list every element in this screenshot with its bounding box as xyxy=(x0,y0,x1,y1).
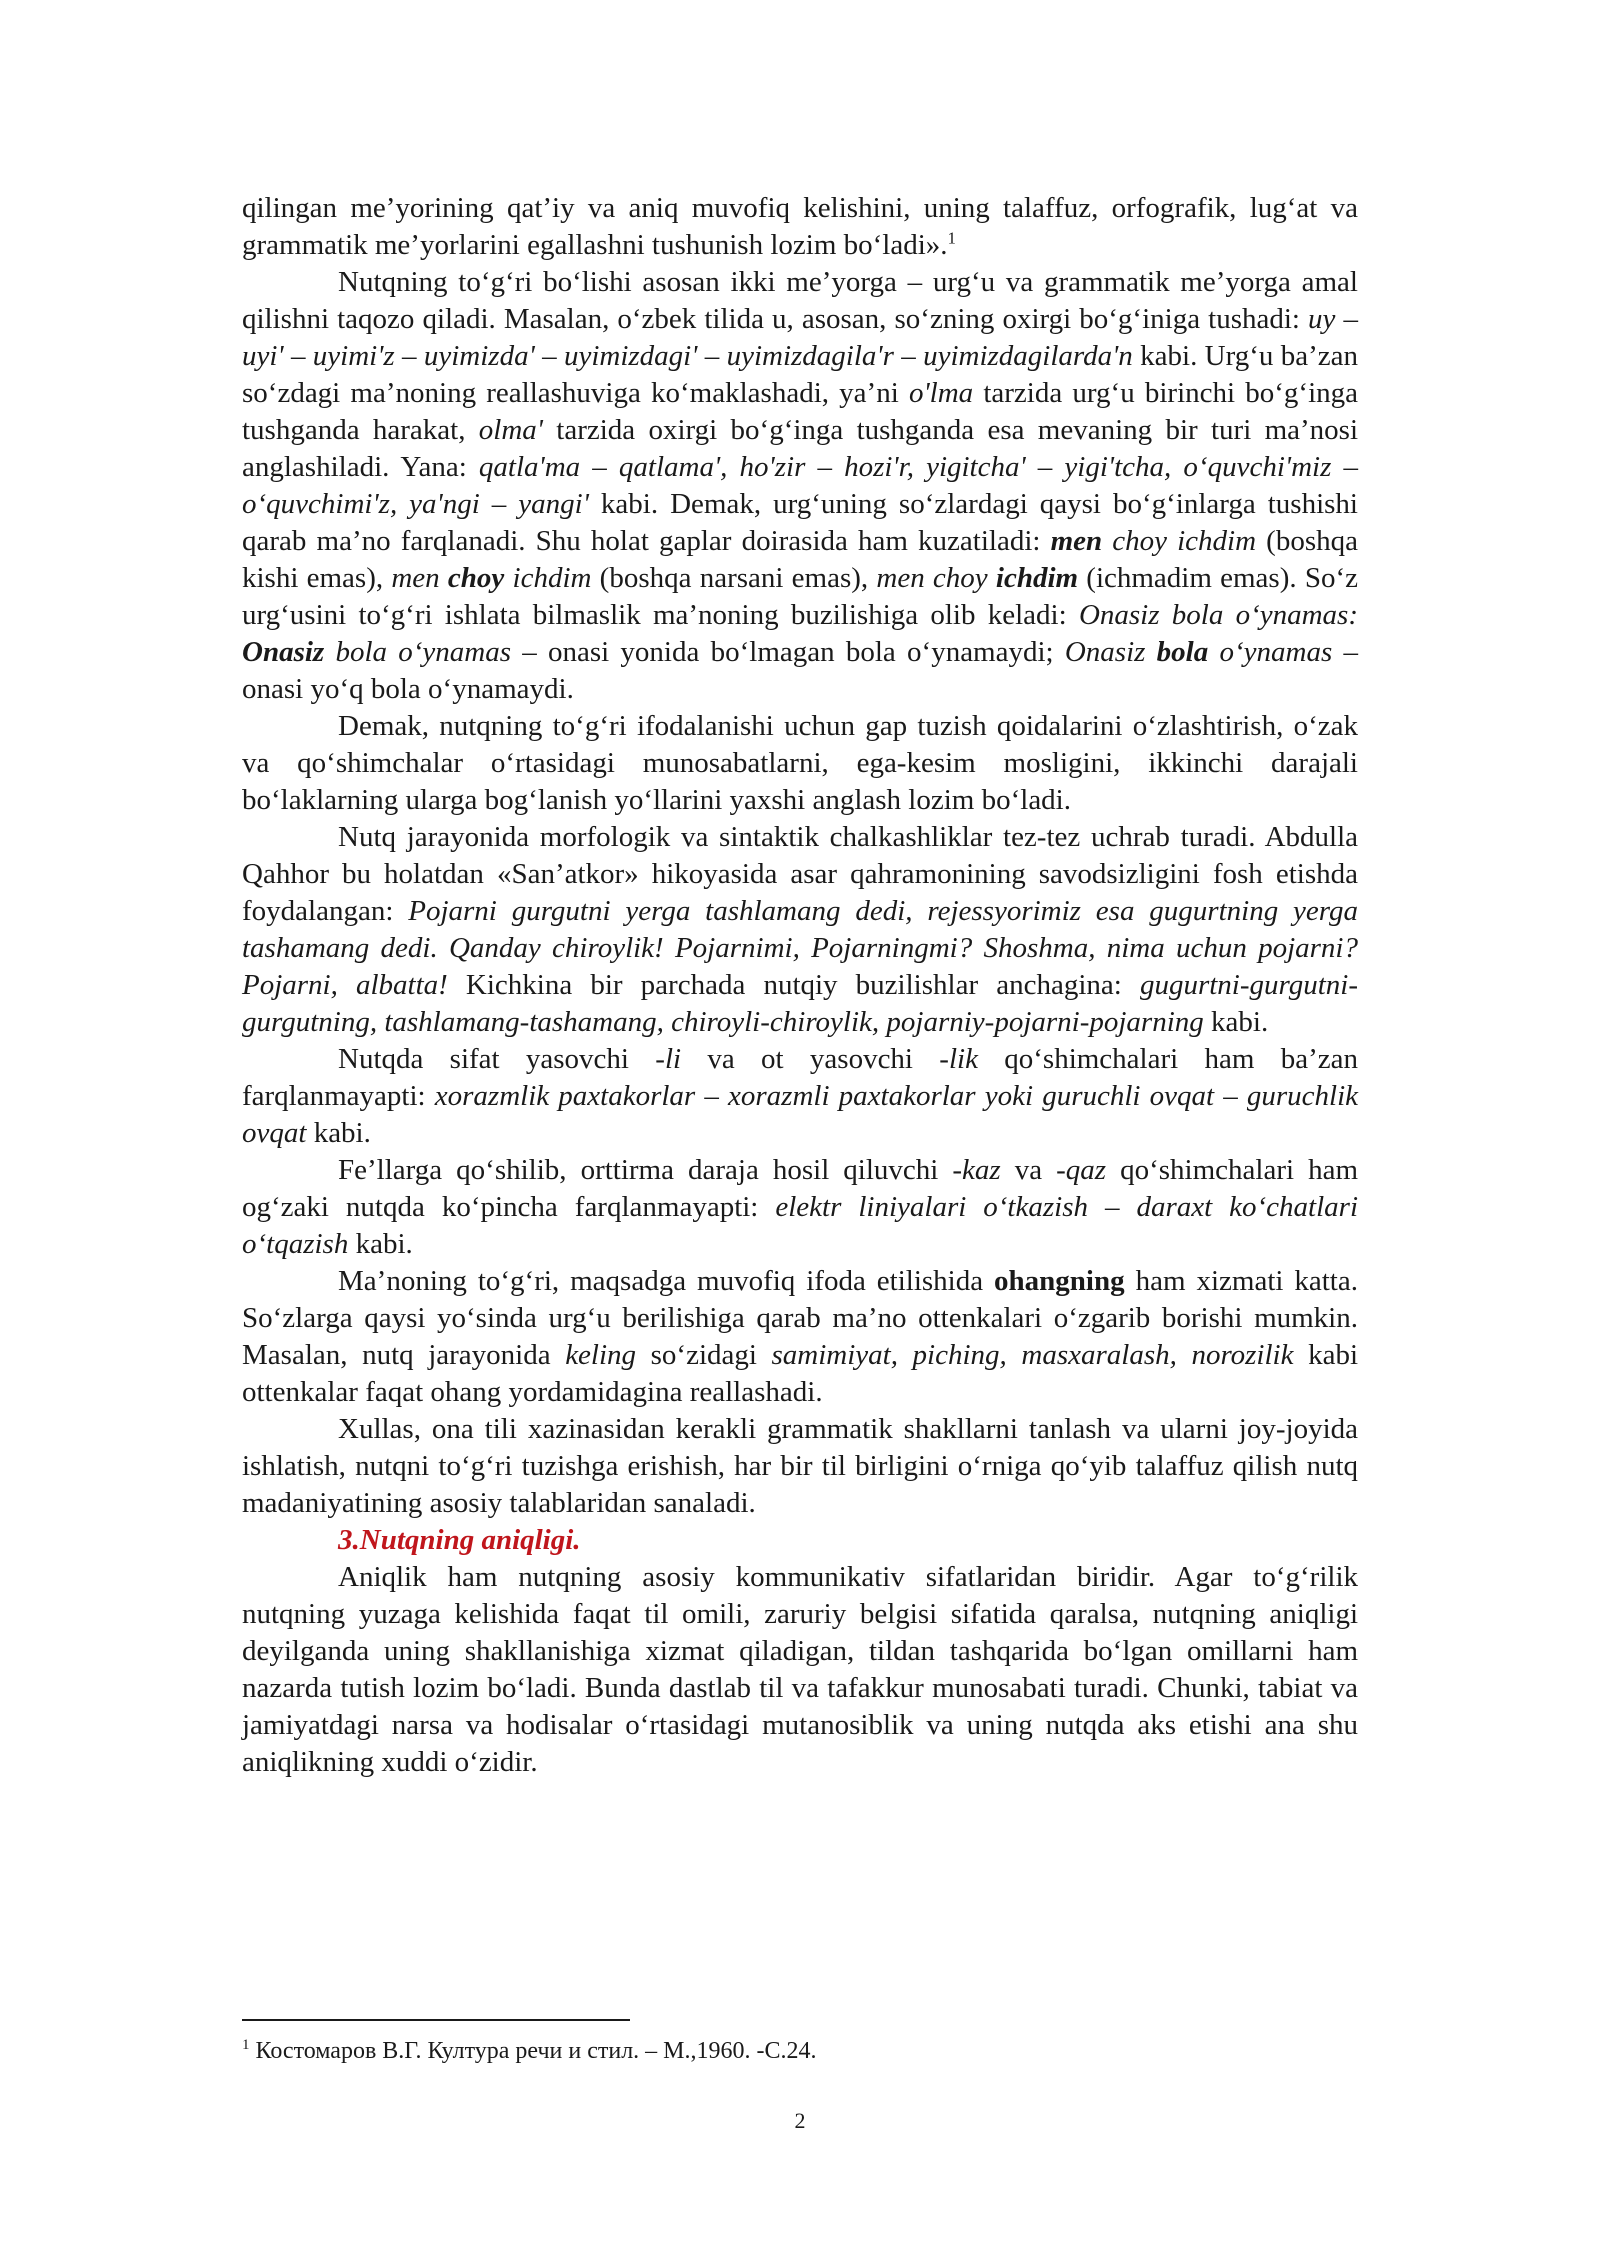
section-heading-text: 3.Nutqning aniqligi. xyxy=(338,1524,581,1556)
page-number: 2 xyxy=(794,2108,806,2133)
paragraph-7: Ma’noning to‘g‘ri, maqsadga muvofiq ifoda etilishida ohangning ham xizmati katta. So‘zlarga qaysi yo‘sinda urg‘u berilishiga qarab ma’no ottenkalari o‘zgarib borishi mumkin. Masalan, nutq jarayonida keling so‘zidagi samimiyat, piching, masxaralash, norozilik kabi ottenkalar faqat ohang yordamidagina reallashadi. xyxy=(242,1265,1358,1408)
paragraph-1: qilingan me’yorining qat’iy va aniq muvofiq kelishini, uning talaffuz, orfografik, lug‘at va grammatik me’yorlarini egallashni tushunish lozim bo‘ladi».$^1$ xyxy=(242,192,1358,261)
paragraph-9: Aniqlik ham nutqning asosiy kommunikativ sifatlaridan biridir. Agar to‘g‘rilik nutqning yuzaga kelishida faqat til omili, zaruriy belgisi sifatida qaralsa, nutqning aniqligi deyilganda uning shakllanishiga xizmat qiladigan, tildan tashqarida bo‘lgan omillarni ham nazarda tutish lozim bo‘ladi. Bunda dastlab til va tafakkur munosabati turadi. Chunki, tabiat va jamiyatdagi narsa va hodisalar o‘rtasidagi mutanosiblik va uning nutqda aks etishi ana shu aniqlikning xuddi o‘zidir. xyxy=(242,1561,1358,1778)
footnote-separator xyxy=(242,2019,630,2021)
footnote-text: Костомаров В.Г. Култура речи и стил. – М.,1960. -С.24. xyxy=(249,2038,817,2064)
footnote xyxy=(242,2036,1358,2066)
paragraph-4: Nutq jarayonida morfologik va sintaktik chalkashliklar tez-tez uchrab turadi. Abdulla Qahhor bu holatdan «San’atkor» hikoyasida asar qahramonining savodsizligini fosh etishda foydalangan: Pojarni gurgutni yerga tashlamang dedi, rejessyorimiz esa gugurtning yerga tashamang dedi. Qanday chiroylik! Pojarnimi, Pojarningmi? Shoshma, nima uchun pojarni? Pojarni, albatta! Kichkina bir parchada nutqiy buzilishlar anchagina: gugurtni-gurgutni-gurgutning, tashlamang-tashamang, chiroyli-chiroylik, pojarniy-pojarni-pojarning kabi. xyxy=(242,821,1358,1038)
paragraph-2: Nutqning to‘g‘ri bo‘lishi asosan ikki me’yorga – urg‘u va grammatik me’yorga amal qilishni taqozo qiladi. Masalan, o‘zbek tilida u, asosan, so‘zning oxirgi bo‘g‘iniga tushadi: uy – uyi' – uyimi'z – uyimizda' – uyimizdagi' – uyimizdagila'r – uyimizdagilarda'n kabi. Urg‘u ba’zan so‘zdagi ma’noning reallashuviga ko‘maklashadi, ya’ni o'lma tarzida urg‘u birinchi bo‘g‘inga tushganda harakat, olma' tarzida oxirgi bo‘g‘inga tushganda esa mevaning bir turi ma’nosi anglashiladi. Yana: qatla'ma – qatlama', ho'zir – hozi'r, yigitcha' – yigi'tcha, o‘quvchi'miz – o‘quvchimi'z, ya'ngi – yangi' kabi. Demak, urg‘uning so‘zlardagi qaysi bo‘g‘inlarga tushishi qarab ma’no farqlanadi. Shu holat gaplar doirasida ham kuzatiladi: men choy ichdim (boshqa kishi emas), men choy ichdim (boshqa narsani emas), men choy ichdim (ichmadim emas). So‘z urg‘usini to‘g‘ri ishlata bilmaslik ma’noning buzilishiga olib keladi: Onasiz bola o‘ynamas: Onasiz bola o‘ynamas – onasi yonida bo‘lmagan bola o‘ynamaydi; Onasiz bola o‘ynamas – onasi yo‘q bola o‘ynamaydi. xyxy=(242,266,1359,705)
footnote-marker: 1 xyxy=(242,2037,250,2053)
document-body xyxy=(242,190,1358,1781)
paragraph-3: Demak, nutqning to‘g‘ri ifodalanishi uchun gap tuzish qoidalarini o‘zlashtirish, o‘zak va qo‘shimchalar o‘rtasidagi munosabatlarni, ega-kesim mosligini, ikkinchi darajali bo‘laklarning ularga bog‘lanish yo‘llarini yaxshi anglash lozim bo‘ladi. xyxy=(242,710,1358,816)
section-heading xyxy=(242,1522,1358,1559)
footnote-reference[interactable]: 1 xyxy=(947,228,957,248)
paragraph-6: Fe’llarga qo‘shilib, orttirma daraja hosil qiluvchi -kaz va -qaz qo‘shimchalari ham og‘zaki nutqda ko‘pincha farqlanmayapti: elektr liniyalari o‘tkazish – daraxt ko‘chatlari o‘tqazish kabi. xyxy=(242,1154,1359,1260)
paragraph-5: Nutqda sifat yasovchi -li va ot yasovchi -lik qo‘shimchalari ham ba’zan farqlanmayapti: xorazmlik paxtakorlar – xorazmli paxtakorlar yoki guruchli ovqat – guruchlik ovqat kabi. xyxy=(242,1043,1359,1149)
paragraph-8: Xullas, ona tili xazinasidan kerakli grammatik shakllarni tanlash va ularni joy-joyida ishlatish, nutqni to‘g‘ri tuzishga erishish, har bir til birligini o‘rniga qo‘yib talaffuz qilish nutq madaniyatining asosiy talablaridan sanaladi. xyxy=(242,1413,1358,1519)
